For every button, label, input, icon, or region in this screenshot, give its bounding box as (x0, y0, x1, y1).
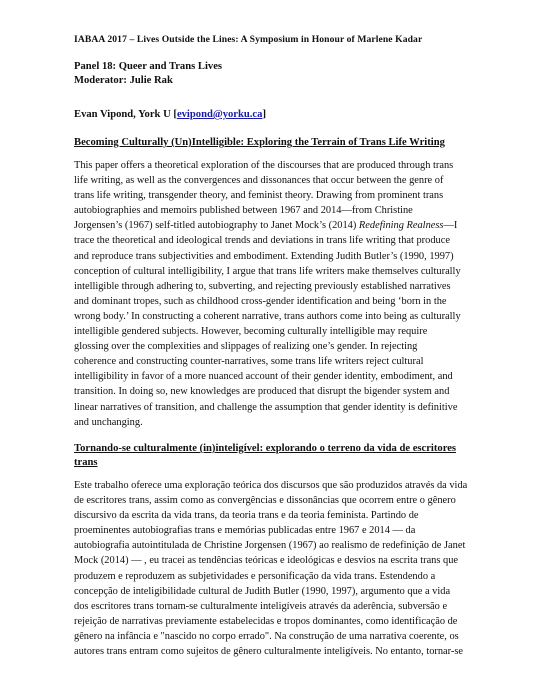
english-abstract (74, 158, 474, 430)
panel-moderator: Moderator: Julie Rak (74, 74, 173, 86)
portuguese-line: gênero na infância e "nascido no corpo errado". Na construção de uma narrativa coerente, os (74, 630, 459, 642)
author-email-link[interactable]: evipond@yorku.ca (176, 109, 263, 120)
panel-info (74, 60, 222, 87)
english-line: trace the theoretical and ideological trends and deviations in trans life writing that produce (74, 235, 450, 247)
author-name: Evan Vipond, York U [ (74, 109, 177, 120)
english-line: This paper offers a theoretical exploration of the discourses that are produced through trans (74, 160, 454, 171)
portuguese-line: concepção de inteligibilidade cultural de Judith Butler (1990, 1997), argumento que a vida (74, 585, 451, 597)
english-line: conception of cultural intelligibility, I argue that trans life writers make themselves culturally (74, 265, 461, 277)
portuguese-line: dos escritores trans tornam-se culturalmente inteligíveis através da aderência, subversão e (74, 600, 448, 612)
running-header: IABAA 2017 – Lives Outside the Lines: A Symposium in Honour of Marlene Kadar (74, 34, 423, 45)
portuguese-line: proeminentes autobiografias trans e memórias publicadas entre 1967 e 2014 — da (74, 525, 416, 537)
portuguese-line: autobiografia autointitulada de Christine Jorgensen (1967) ao realismo de redefinição de Janet (74, 540, 466, 552)
portuguese-abstract (74, 478, 474, 659)
english-line: and reproduce trans subjectivities and embodiment. Extending Judith Butler’s (1990, 1997) (74, 250, 454, 262)
portuguese-line: de escritores trans, assim como as convergências e dissonâncias que ocorrem entre o gênero (74, 495, 456, 507)
portuguese-line: autores trans entram como sujeitos de gênero culturalmente inteligíveis. No entanto, tornar-se (74, 646, 464, 658)
english-line: trans life writing, transgender theory, and feminist theory. Drawing from prominent trans (74, 190, 444, 202)
english-line: intelligible through adhering to, subverting, and rejecting previously established narratives (74, 280, 451, 292)
portuguese-line: produzem e reproduzem as subjetividades e personificação da vida trans. Estendendo a (74, 570, 436, 582)
english-line: intelligible gendered subjects. However, becoming culturally intelligible may require (74, 326, 428, 338)
english-line: and dominant tropes, such as childhood cross-gender identification and being ‘born in the (74, 295, 447, 307)
portuguese-line: Este trabalho oferece uma exploração teórica dos discursos que são produzidos através da vida (74, 480, 468, 491)
portuguese-line: Mock (2014) — , eu tracei as tendências teóricas e ideológicas e desvios na escrita trans que (74, 555, 459, 567)
panel-title: Panel 18: Queer and Trans Lives (74, 61, 223, 72)
english-line: life writing, as well as the convergences and dissonances that occur between the genre of (74, 175, 444, 187)
portuguese-line: discursivo da escrita da vida trans, da teoria trans e da teoria feminista. Partindo de (74, 510, 419, 522)
portuguese-title: Tornando-se culturalmente (in)inteligível: explorando o terreno da vida de escritores trans (74, 443, 457, 468)
book-title-italic: Redefining Realness (358, 220, 444, 232)
english-line (74, 218, 474, 233)
author-line (74, 108, 266, 123)
english-line: intelligibility in favor of a more nuanced account of their gender identity, embodiment, and (74, 371, 453, 383)
author-close-bracket: ] (262, 109, 266, 120)
english-title: Becoming Culturally (Un)Intelligible: Exploring the Terrain of Trans Life Writing (74, 137, 445, 148)
english-line: wrong body.’ In constructing a coherent narrative, trans authors come into being as culturally (74, 310, 461, 322)
english-line: glossing over the complexities and slippages of realizing one’s gender. In rejecting (74, 341, 418, 353)
english-line-tail: —I (443, 220, 458, 232)
english-line: linear narratives of transition, and challenge the assumption that gender identity is definitive (74, 401, 458, 413)
english-line: autobiographies and memoirs published between 1967 and 2014—from Christine (74, 205, 413, 217)
english-line: and unchanging. (74, 416, 143, 428)
english-line: transition. In doing so, new knowledges are produced that disrupt the bigender system and (74, 386, 450, 398)
english-line-text: Jorgensen’s (1967) self-titled autobiography to Janet Mock’s (2014) (74, 220, 359, 232)
portuguese-line: rejeição de narrativas previamente estabelecidas e tropos dominantes, como identificação de (74, 615, 458, 627)
english-line: coherence and constructing counter-narratives, some trans life writers reject cultural (74, 356, 424, 368)
